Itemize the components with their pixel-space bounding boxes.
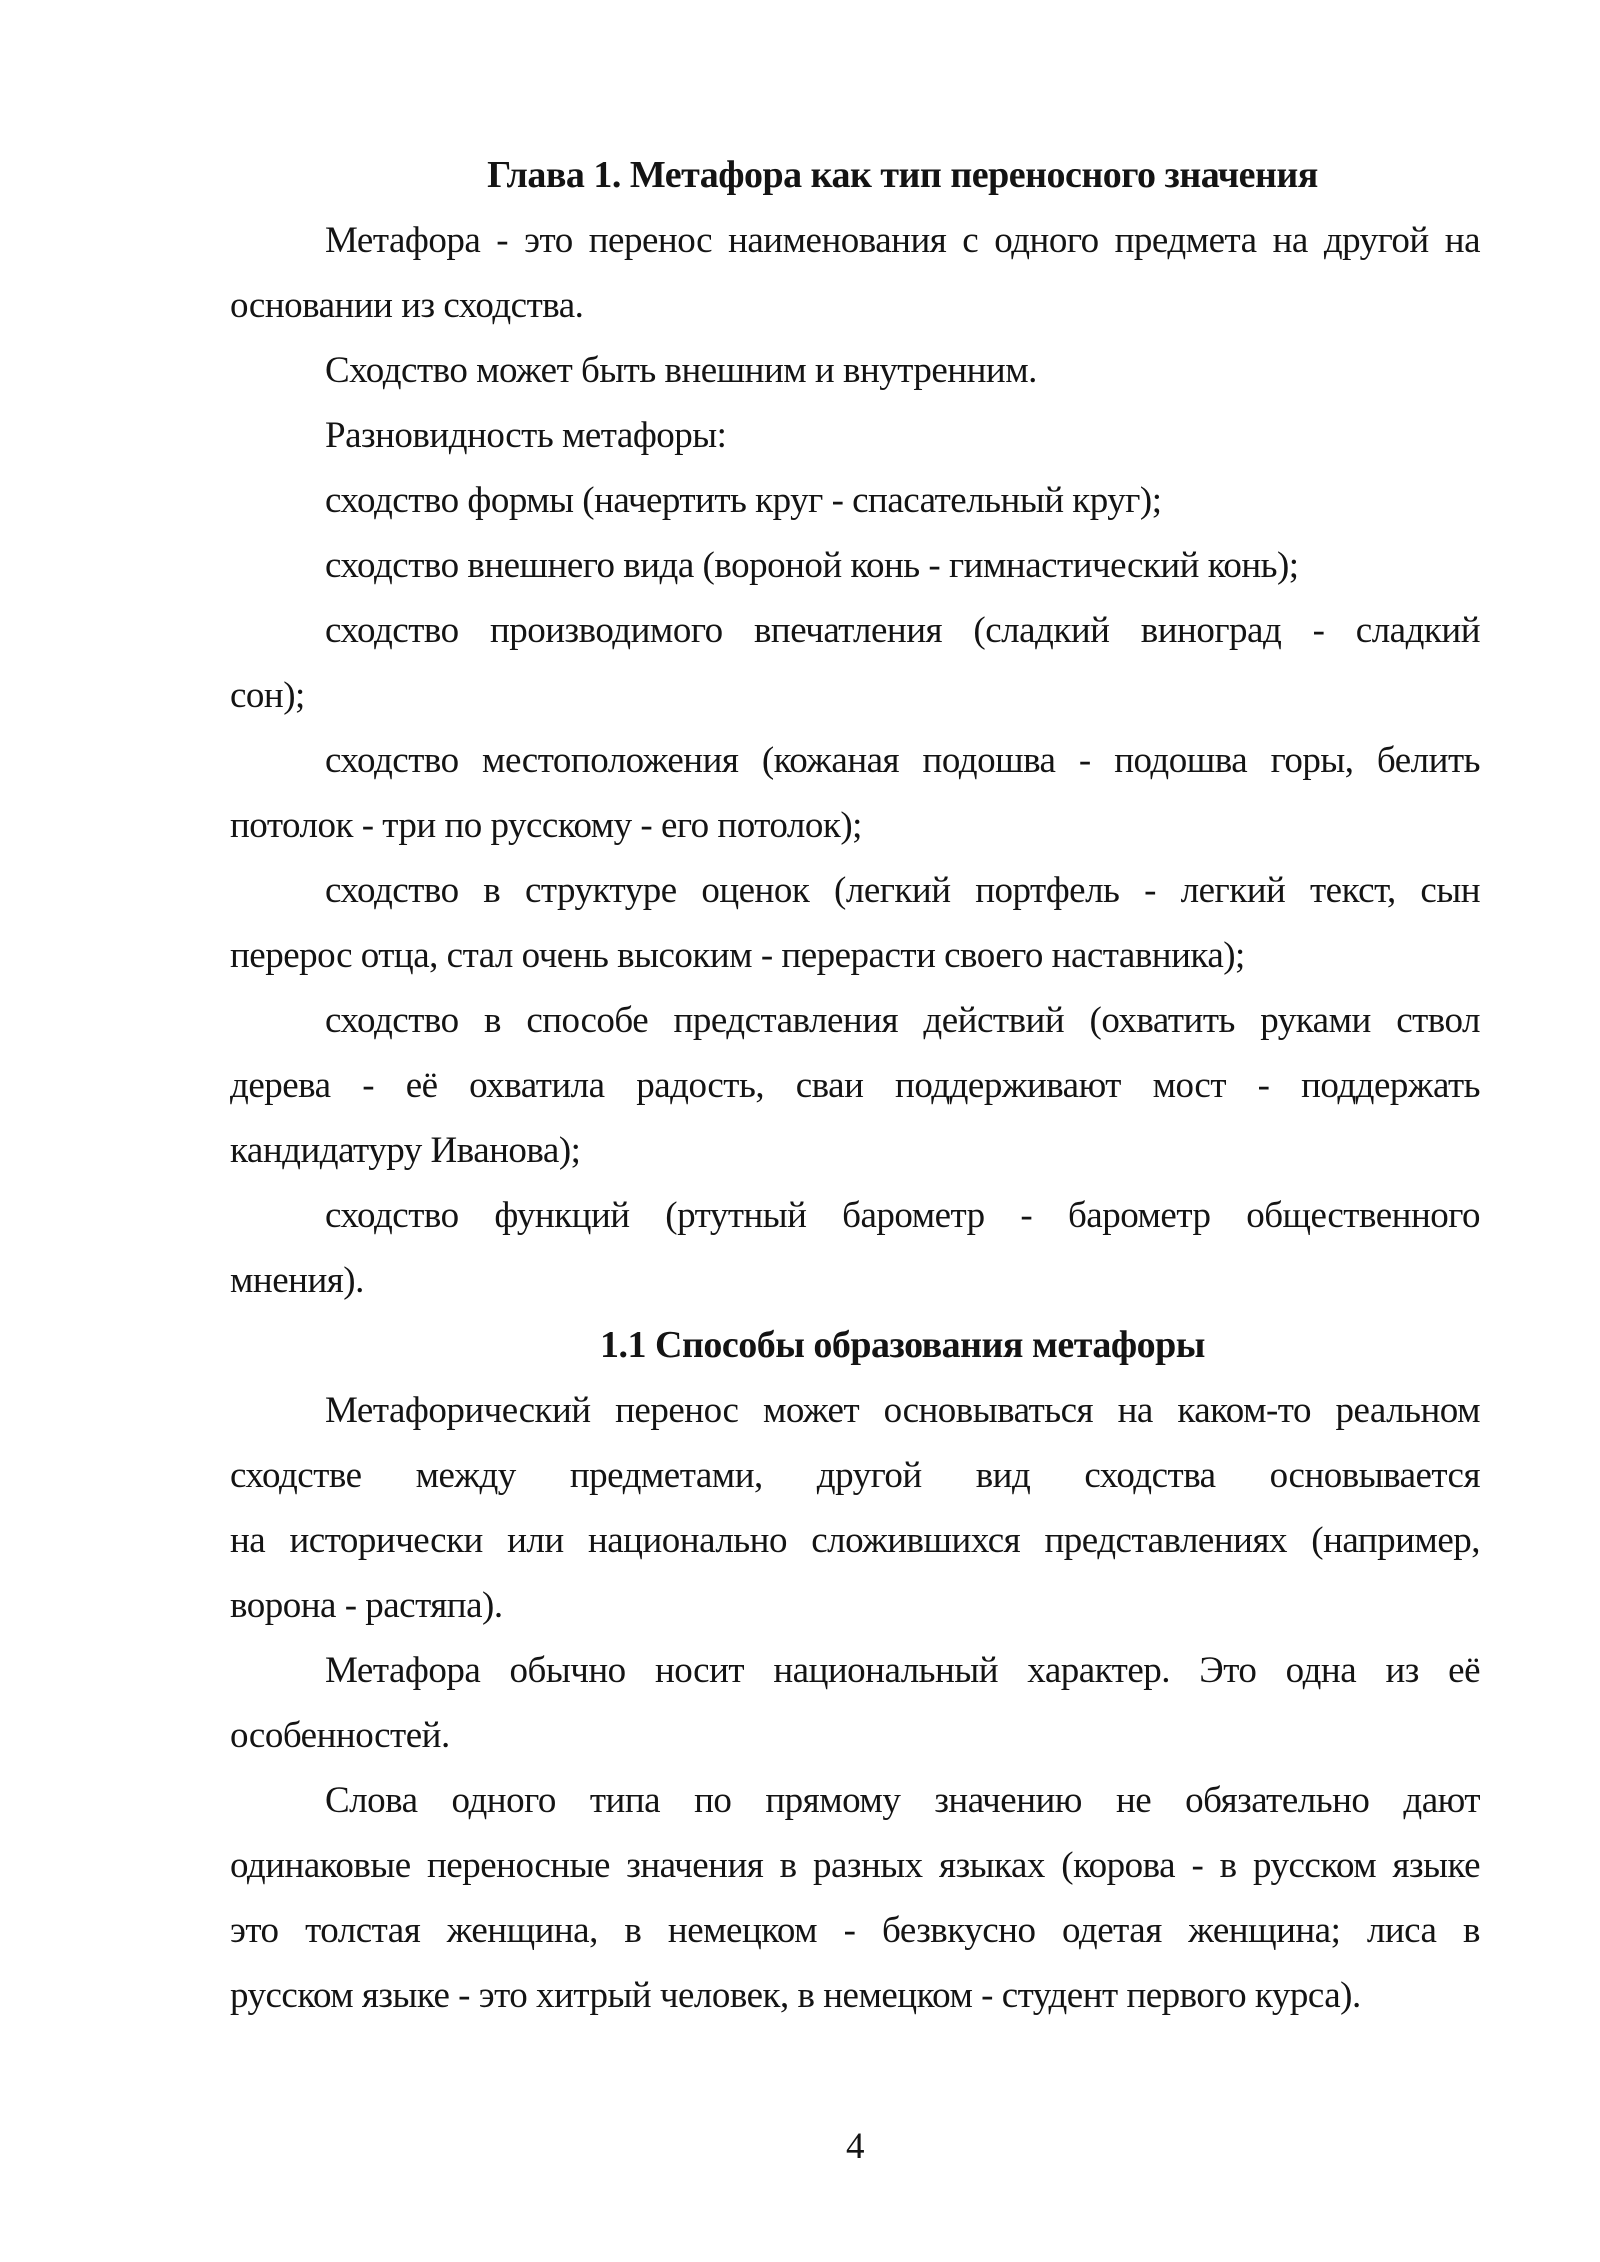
paragraph-line: это толстая женщина, в немецком - безвкусно одетая женщина; лиса в <box>230 1910 1480 1951</box>
paragraph-line: Метафора обычно носит национальный характер. Это одна из её <box>325 1650 1480 1691</box>
paragraph-line: особенностей. <box>230 1715 450 1756</box>
paragraph-line: основании из сходства. <box>230 285 584 326</box>
paragraph-line: Слова одного типа по прямому значению не обязательно дают <box>325 1780 1480 1821</box>
section-heading: 1.1 Способы образования метафоры <box>600 1324 1205 1366</box>
paragraph-line: мнения). <box>230 1260 364 1301</box>
paragraph-line: Метафорический перенос может основываться на каком-то реальном <box>325 1390 1480 1431</box>
paragraph-line: перерос отца, стал очень высоким - перерасти своего наставника); <box>230 935 1245 976</box>
paragraph-line: Сходство может быть внешним и внутренним. <box>325 350 1037 391</box>
paragraph-line: кандидатуру Иванова); <box>230 1130 581 1171</box>
paragraph-line: на исторически или национально сложившихся представлениях (например, <box>230 1520 1480 1561</box>
paragraph-line: сон); <box>230 675 305 716</box>
paragraph-line: сходство в способе представления действий (охватить руками ствол <box>325 1000 1480 1041</box>
paragraph-line: сходстве между предметами, другой вид сходства основывается <box>230 1455 1480 1496</box>
paragraph-line: дерева - её охватила радость, сваи поддерживают мост - поддержать <box>230 1065 1480 1106</box>
paragraph-line: русском языке - это хитрый человек, в немецком - студент первого курса). <box>230 1975 1361 2016</box>
document-text <box>230 143 1480 2179</box>
paragraph-line: Разновидность метафоры: <box>325 415 727 456</box>
paragraph-line: одинаковые переносные значения в разных языках (корова - в русском языке <box>230 1845 1480 1886</box>
paragraph-line: сходство функций (ртутный барометр - барометр общественного <box>325 1195 1480 1236</box>
paragraph-line: сходство формы (начертить круг - спасательный круг); <box>325 480 1162 521</box>
paragraph-line: потолок - три по русскому - его потолок); <box>230 805 862 846</box>
page-number: 4 <box>846 2126 864 2167</box>
paragraph-line: сходство местоположения (кожаная подошва - подошва горы, белить <box>325 740 1480 781</box>
paragraph-line: Метафора - это перенос наименования с одного предмета на другой на <box>325 220 1480 261</box>
chapter-heading: Глава 1. Метафора как тип переносного значения <box>487 154 1318 196</box>
paragraph-line: сходство внешнего вида (вороной конь - гимнастический конь); <box>325 545 1299 586</box>
paragraph-line: ворона - растяпа). <box>230 1585 503 1626</box>
paragraph-line: сходство производимого впечатления (сладкий виноград - сладкий <box>325 610 1480 651</box>
paragraph-line: сходство в структуре оценок (легкий портфель - легкий текст, сын <box>325 870 1480 911</box>
